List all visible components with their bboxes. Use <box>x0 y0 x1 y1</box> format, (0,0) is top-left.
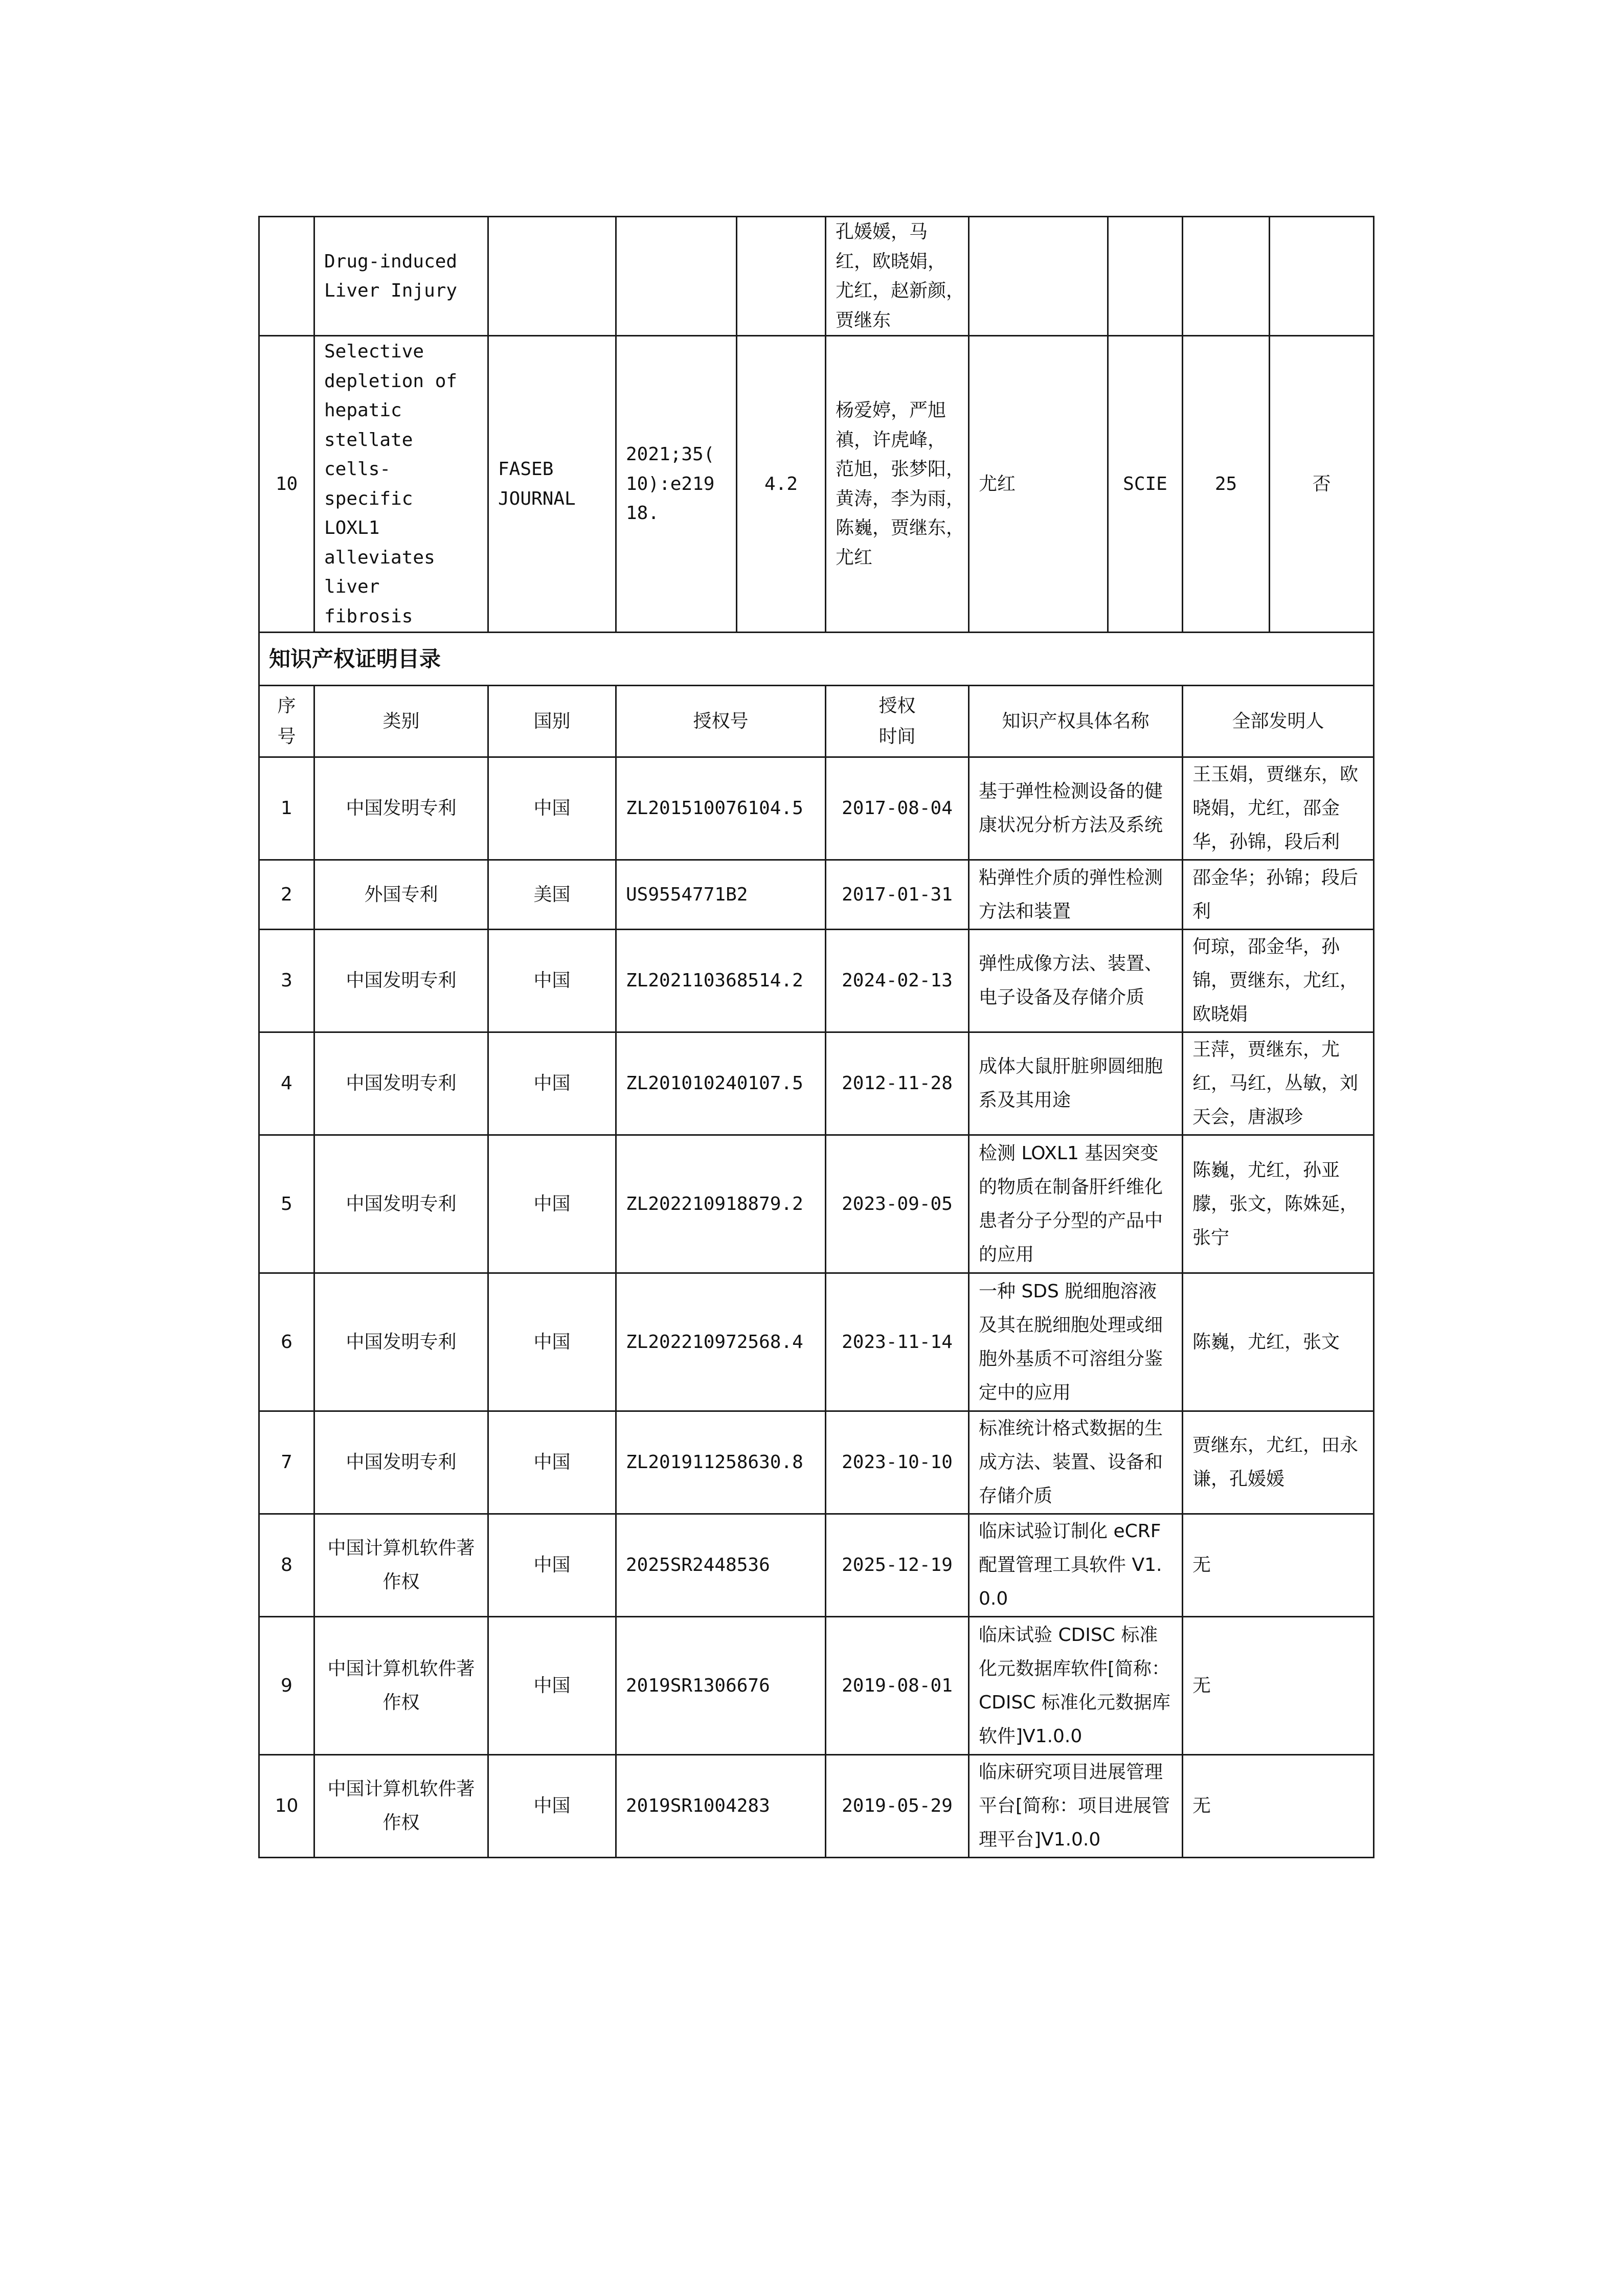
ip-inventors: 无 <box>1183 1514 1374 1617</box>
ip-number: 10 <box>259 1755 314 1858</box>
ip-number: 7 <box>259 1411 314 1514</box>
ip-number: 9 <box>259 1617 314 1755</box>
header-grant-number: 授权号 <box>616 686 826 757</box>
ip-grant-date: 2017-01-31 <box>826 860 969 930</box>
paper-journal <box>488 217 616 336</box>
paper-flag <box>1270 217 1374 336</box>
header-inventors: 全部发明人 <box>1183 686 1374 757</box>
paper-authors: 杨爱婷，严旭 禛，许虎峰， 范旭，张梦阳， 黄涛，李为雨， 陈巍，贾继东， 尤红 <box>826 336 969 633</box>
ip-inventors: 王玉娟，贾继东，欧晓娟，尤红，邵金华，孙锦，段后利 <box>1183 757 1374 860</box>
paper-title: Selective depletion of hepatic stellate cells- specific LOXL1 alleviates liver fibrosis <box>314 336 488 633</box>
ip-number: 1 <box>259 757 314 860</box>
ip-grant-number: 2019SR1004283 <box>616 1755 826 1858</box>
ip-row <box>259 1273 1374 1411</box>
ip-country: 中国 <box>488 1411 616 1514</box>
ip-name: 标准统计格式数据的生成方法、装置、设备和存储介质 <box>969 1411 1183 1514</box>
ip-inventors: 陈巍，尤红，孙亚朦，张文，陈姝延，张宁 <box>1183 1135 1374 1273</box>
ip-inventors: 王萍，贾继东，尤红，马红，丛敏，刘天会，唐淑珍 <box>1183 1032 1374 1135</box>
paper-index <box>1108 217 1183 336</box>
ip-inventors: 无 <box>1183 1755 1374 1858</box>
ip-grant-number: ZL202110368514.2 <box>616 930 826 1032</box>
paper-citations <box>1183 217 1270 336</box>
ip-grant-date: 2025-12-19 <box>826 1514 969 1617</box>
ip-grant-number: ZL202210918879.2 <box>616 1135 826 1273</box>
ip-grant-number: ZL201911258630.8 <box>616 1411 826 1514</box>
ip-type: 中国发明专利 <box>314 1273 488 1411</box>
ip-name: 粘弹性介质的弹性检测方法和装置 <box>969 860 1183 930</box>
ip-type: 中国发明专利 <box>314 1032 488 1135</box>
ip-type: 中国发明专利 <box>314 1411 488 1514</box>
ip-grant-number: 2019SR1306676 <box>616 1617 826 1755</box>
ip-grant-date: 2017-08-04 <box>826 757 969 860</box>
ip-grant-number: US9554771B2 <box>616 860 826 930</box>
ip-inventors: 贾继东，尤红，田永谦，孔媛媛 <box>1183 1411 1374 1514</box>
ip-name: 检测 LOXL1 基因突变的物质在制备肝纤维化患者分子分型的产品中的应用 <box>969 1135 1183 1273</box>
ip-grant-date: 2023-10-10 <box>826 1411 969 1514</box>
paper-flag: 否 <box>1270 336 1374 633</box>
ip-grant-date: 2012-11-28 <box>826 1032 969 1135</box>
ip-inventors: 无 <box>1183 1617 1374 1755</box>
ip-header-row <box>259 686 1374 757</box>
ip-number: 6 <box>259 1273 314 1411</box>
header-number: 序 号 <box>259 686 314 757</box>
ip-name: 成体大鼠肝脏卵圆细胞系及其用途 <box>969 1032 1183 1135</box>
header-country: 国别 <box>488 686 616 757</box>
paper-citations: 25 <box>1183 336 1270 633</box>
ip-type: 中国发明专利 <box>314 930 488 1032</box>
ip-row <box>259 860 1374 930</box>
ip-number: 5 <box>259 1135 314 1273</box>
ip-row <box>259 1617 1374 1755</box>
ip-row <box>259 1755 1374 1858</box>
paper-row <box>259 336 1374 633</box>
ip-type: 中国计算机软件著作权 <box>314 1617 488 1755</box>
document-table <box>258 216 1374 1858</box>
ip-row <box>259 1411 1374 1514</box>
ip-inventors: 何琼，邵金华，孙锦，贾继东，尤红，欧晓娟 <box>1183 930 1374 1032</box>
ip-name: 临床研究项目进展管理平台[简称：项目进展管理平台]V1.0.0 <box>969 1755 1183 1858</box>
ip-country: 中国 <box>488 1514 616 1617</box>
ip-type: 中国计算机软件著作权 <box>314 1514 488 1617</box>
ip-row <box>259 1032 1374 1135</box>
header-grant-date: 授权 时间 <box>826 686 969 757</box>
ip-name: 基于弹性检测设备的健康状况分析方法及系统 <box>969 757 1183 860</box>
ip-number: 3 <box>259 930 314 1032</box>
paper-impact: 4.2 <box>737 336 826 633</box>
ip-grant-date: 2024-02-13 <box>826 930 969 1032</box>
ip-inventors: 邵金华；孙锦；段后利 <box>1183 860 1374 930</box>
ip-row <box>259 757 1374 860</box>
paper-volume: 2021;35( 10):e219 18. <box>616 336 737 633</box>
ip-grant-number: ZL202210972568.4 <box>616 1273 826 1411</box>
ip-type: 中国发明专利 <box>314 757 488 860</box>
ip-type: 外国专利 <box>314 860 488 930</box>
header-type: 类别 <box>314 686 488 757</box>
ip-number: 4 <box>259 1032 314 1135</box>
section-title: 知识产权证明目录 <box>259 633 1374 686</box>
ip-row <box>259 930 1374 1032</box>
ip-country: 中国 <box>488 757 616 860</box>
ip-number: 2 <box>259 860 314 930</box>
paper-journal: FASEB JOURNAL <box>488 336 616 633</box>
ip-country: 美国 <box>488 860 616 930</box>
paper-number <box>259 217 314 336</box>
paper-authors: 孔媛媛，马 红，欧晓娟， 尤红，赵新颜， 贾继东 <box>826 217 969 336</box>
ip-grant-date: 2019-05-29 <box>826 1755 969 1858</box>
ip-country: 中国 <box>488 1755 616 1858</box>
ip-country: 中国 <box>488 1032 616 1135</box>
header-ip-name: 知识产权具体名称 <box>969 686 1183 757</box>
paper-row <box>259 217 1374 336</box>
ip-country: 中国 <box>488 1135 616 1273</box>
ip-name: 临床试验订制化 eCRF 配置管理工具软件 V1.0.0 <box>969 1514 1183 1617</box>
ip-grant-date: 2023-11-14 <box>826 1273 969 1411</box>
ip-type: 中国发明专利 <box>314 1135 488 1273</box>
ip-grant-number: 2025SR2448536 <box>616 1514 826 1617</box>
ip-grant-date: 2019-08-01 <box>826 1617 969 1755</box>
paper-title: Drug-induced Liver Injury <box>314 217 488 336</box>
paper-index: SCIE <box>1108 336 1183 633</box>
ip-grant-number: ZL201010240107.5 <box>616 1032 826 1135</box>
paper-corresponding: 尤红 <box>969 336 1108 633</box>
paper-number: 10 <box>259 336 314 633</box>
paper-impact <box>737 217 826 336</box>
ip-type: 中国计算机软件著作权 <box>314 1755 488 1858</box>
ip-name: 一种 SDS 脱细胞溶液及其在脱细胞处理或细胞外基质不可溶组分鉴定中的应用 <box>969 1273 1183 1411</box>
ip-name: 临床试验 CDISC 标准化元数据库软件[简称：CDISC 标准化元数据库软件]V1.0.0 <box>969 1617 1183 1755</box>
ip-grant-number: ZL201510076104.5 <box>616 757 826 860</box>
ip-number: 8 <box>259 1514 314 1617</box>
ip-country: 中国 <box>488 1273 616 1411</box>
paper-corresponding <box>969 217 1108 336</box>
paper-volume <box>616 217 737 336</box>
ip-inventors: 陈巍，尤红，张文 <box>1183 1273 1374 1411</box>
ip-name: 弹性成像方法、装置、电子设备及存储介质 <box>969 930 1183 1032</box>
ip-row <box>259 1514 1374 1617</box>
section-title-row <box>259 633 1374 686</box>
ip-country: 中国 <box>488 1617 616 1755</box>
ip-country: 中国 <box>488 930 616 1032</box>
ip-row <box>259 1135 1374 1273</box>
ip-grant-date: 2023-09-05 <box>826 1135 969 1273</box>
